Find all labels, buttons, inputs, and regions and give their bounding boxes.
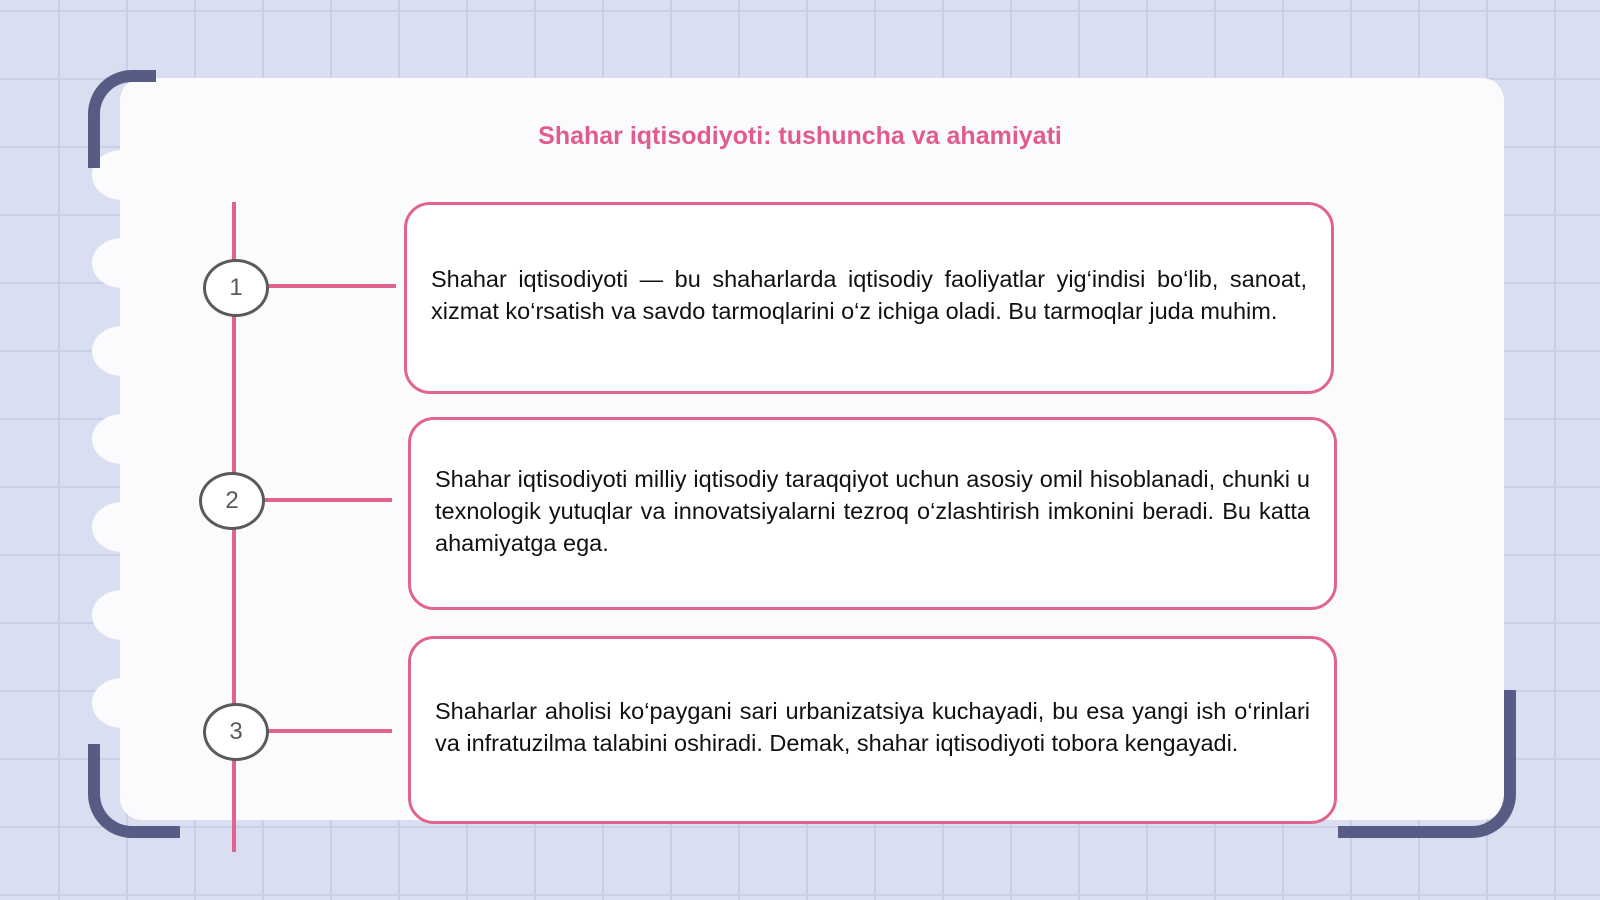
step-text: Shahar iqtisodiyoti milliy iqtisodiy taraqqiyot uchun asosiy omil hisoblanadi, chunki u texnologik yutuqlar va innovatsiyalarni tezroq o‘zlashtirish imkonini beradi. Bu katta ahamiyatga ega.: [435, 465, 1310, 556]
step-number-3: 3: [203, 703, 269, 761]
scallop-edge: [92, 678, 152, 728]
slide-title: Shahar iqtisodiyoti: tushuncha va ahamiyati: [538, 122, 1062, 150]
corner-bracket-bottom-right: [1338, 690, 1516, 838]
connector-line: [266, 729, 392, 733]
connector-line: [262, 498, 392, 502]
scallop-edge: [92, 326, 152, 376]
corner-bracket-bottom-left: [88, 744, 180, 838]
scallop-edge: [92, 502, 152, 552]
scallop-edge: [92, 414, 152, 464]
scallop-edge: [92, 238, 152, 288]
scallop-edge: [92, 590, 152, 640]
step-text: Shahar iqtisodiyoti — bu shaharlarda iqtisodiy faoliyatlar yig‘indisi bo‘lib, sanoat, xizmat ko‘rsatish va savdo tarmoqlarini o‘z ichiga oladi. Bu tarmoqlar juda muhim.: [431, 266, 1307, 324]
step-box-2: [408, 417, 1337, 610]
connector-line: [266, 284, 396, 288]
step-number-1: 1: [203, 259, 269, 317]
step-text: Shaharlar aholisi ko‘paygani sari urbanizatsiya kuchayadi, bu esa yangi ish o‘rinlari va infratuzilma talabini oshiradi. Demak, shahar iqtisodiyoti tobora kengayadi.: [435, 698, 1310, 756]
step-box-3: [408, 636, 1337, 824]
step-number-2: 2: [199, 472, 265, 530]
corner-bracket-top-left: [88, 70, 156, 168]
step-box-1: [404, 202, 1334, 394]
